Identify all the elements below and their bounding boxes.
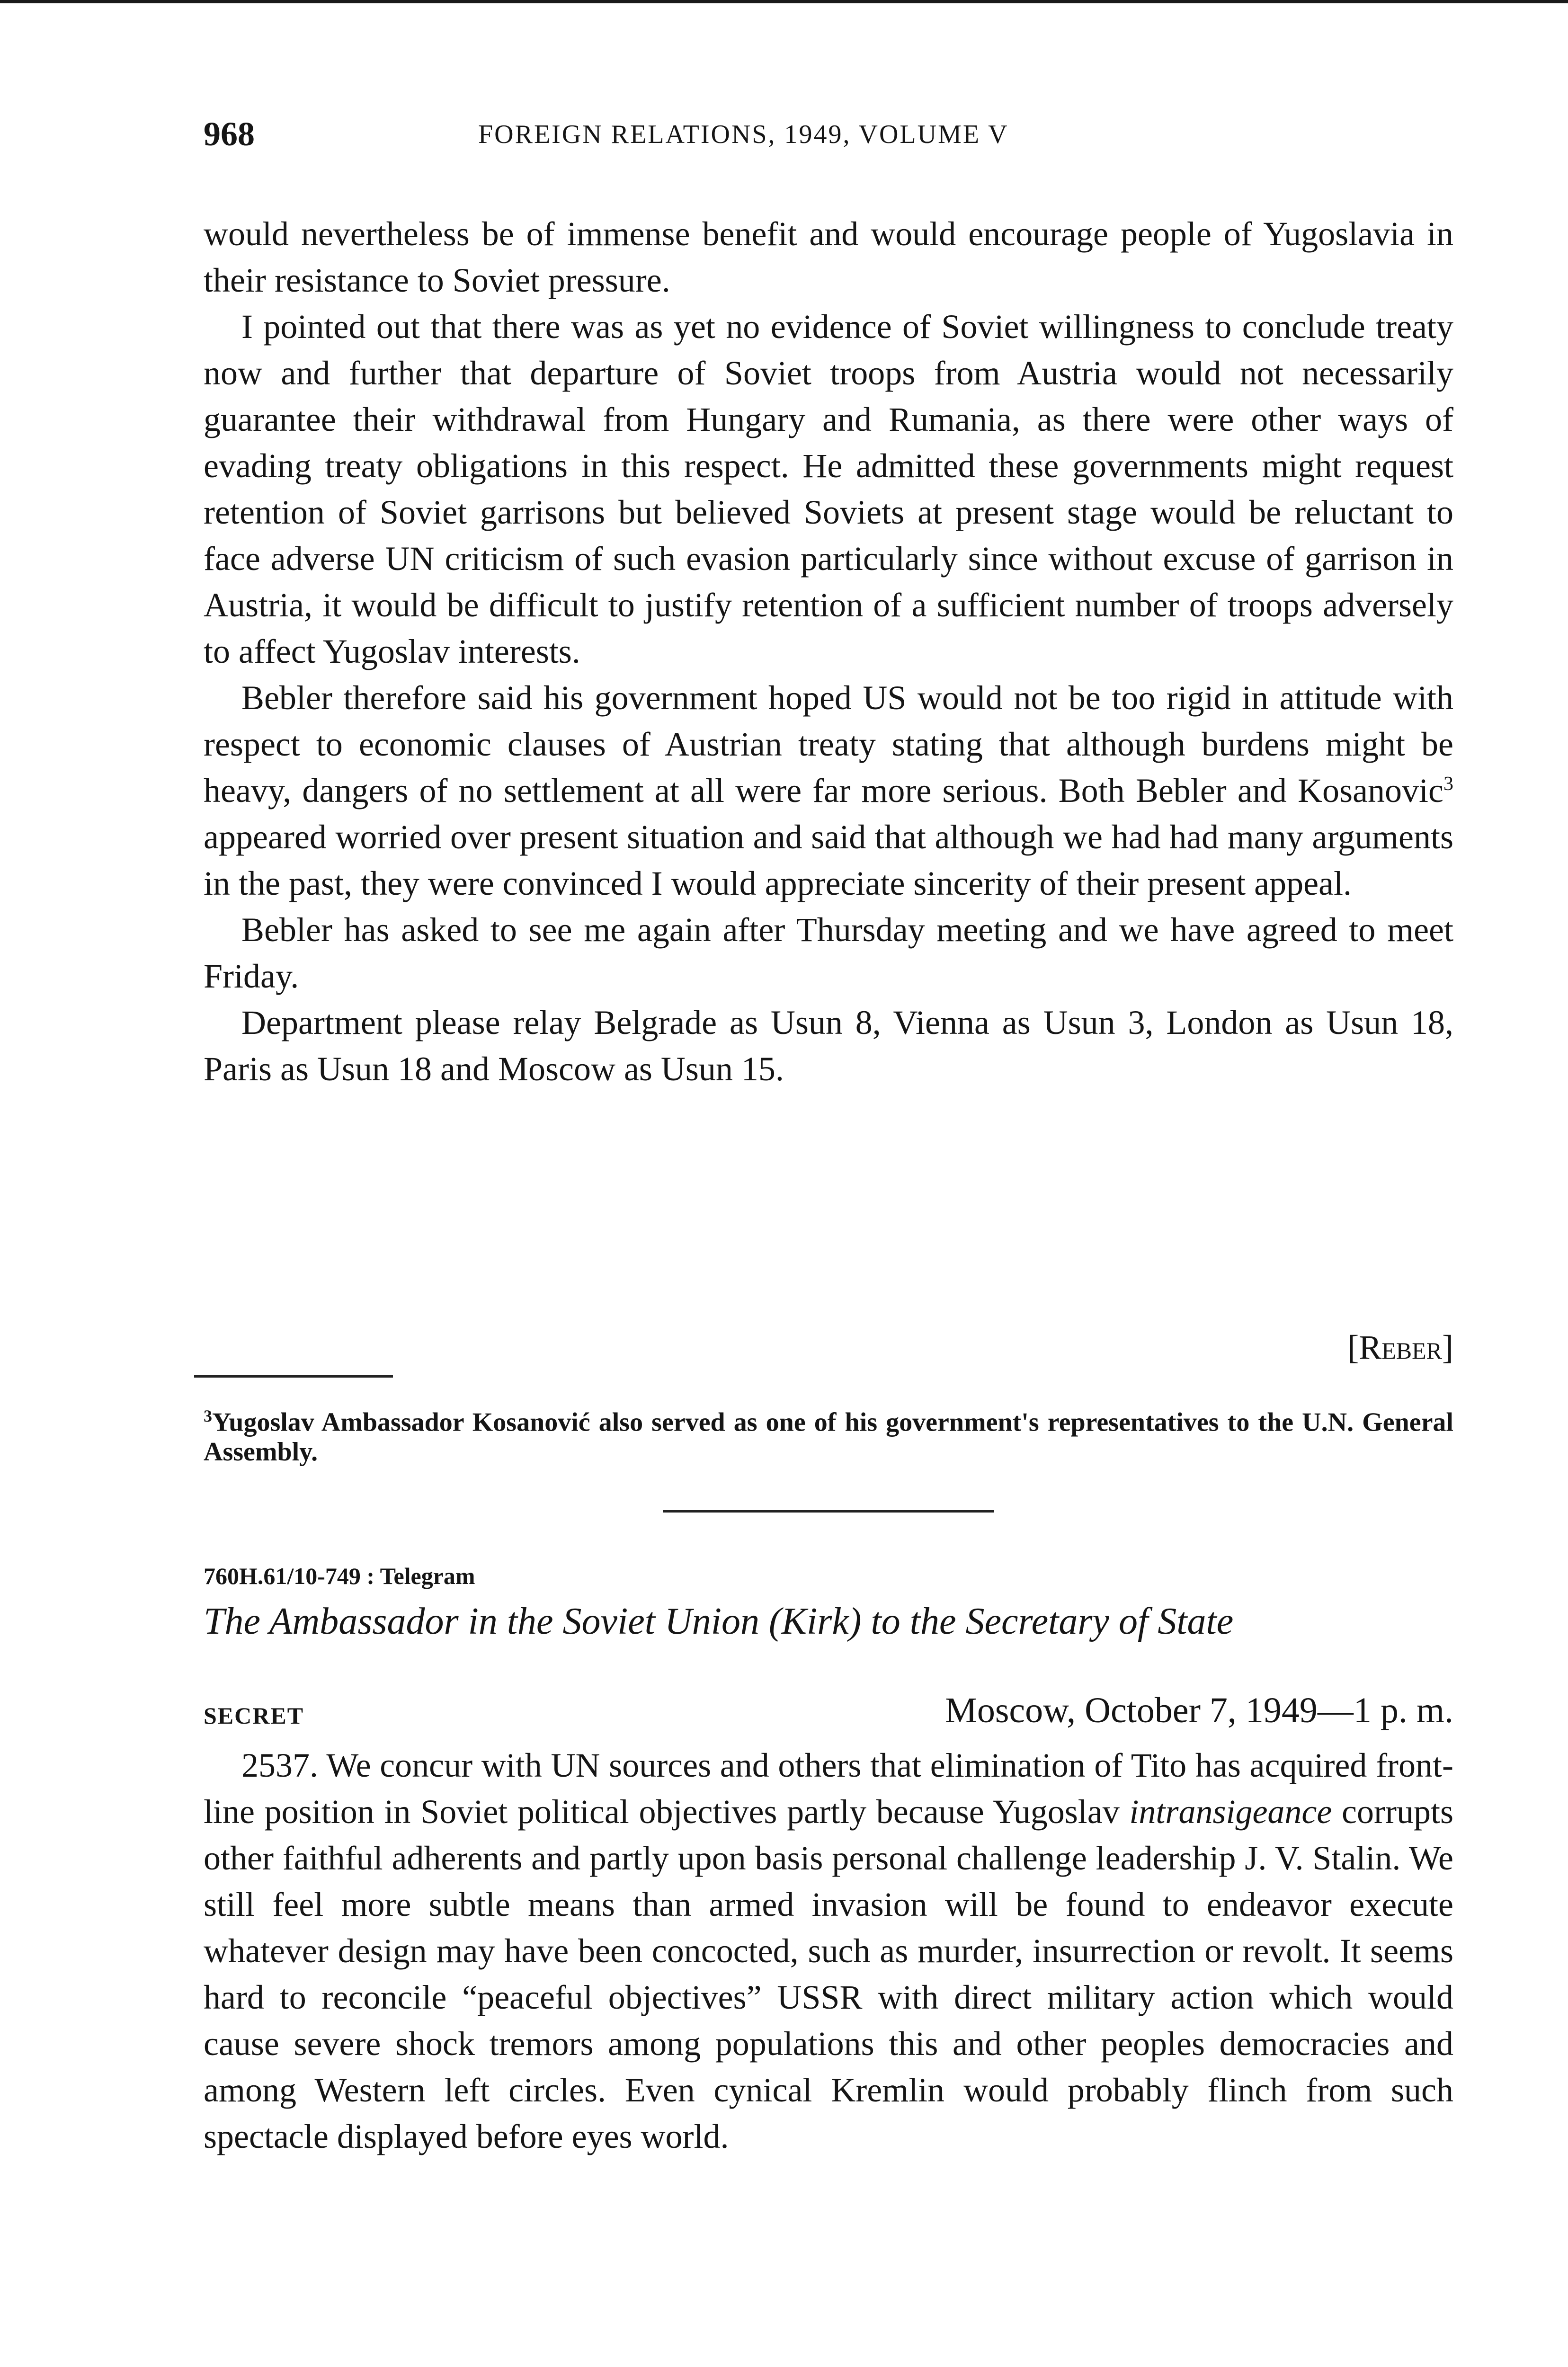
paragraph-text: corrupts other faithful adherents and partly upon basis personal challenge leadership J. V. Stalin. We still feel more subtle means than armed invasion will be found to endeavor execute whatever design may have been concocted, such as murder, insurrection or revolt. It seems hard to reconcile “peaceful objectives” USSR with direct military action which would cause severe shock tremors among populations this and other peoples democracies and among Western left circles. Even cynical Kremlin would probably flinch from such spectacle displayed before eyes world.: [204, 1793, 1453, 2155]
paragraph-text: Bebler therefore said his government hoped US would not be too rigid in attitude with respect to economic clauses of Austrian treaty stating that although burdens might be heavy, dangers of no settlement at all were far more serious. Both Bebler and Kosanovic: [204, 679, 1453, 810]
letter-body: [204, 211, 1453, 1092]
paragraph: [204, 675, 1453, 907]
paragraph-text: appeared worried over present situation and said that although we had had many arguments in the past, they were convinced I would appreciate sincerity of their present appeal.: [204, 818, 1453, 902]
footnote-reference[interactable]: 3: [1443, 773, 1453, 795]
footnote-text: Yugoslav Ambassador Kosanović also served as one of his government's representatives to the U.N. General Assembly.: [204, 1407, 1453, 1467]
signature: [Reber]: [1347, 1328, 1453, 1366]
paragraph-text: 2537. We concur with UN sources and others that elimination of Tito has acquired front-line position in Soviet political objectives partly because Yugoslav: [204, 1746, 1453, 1831]
running-head: [204, 115, 1453, 167]
footnote-mark: 3: [204, 1406, 212, 1425]
paragraph: would nevertheless be of immense benefit and would encourage people of Yugoslavia in their resistance to Soviet pressure.: [204, 215, 1453, 299]
telegram-body: [204, 1742, 1453, 2160]
dateline: Moscow, October 7, 1949—1 p. m.: [945, 1691, 1453, 1730]
paragraph: Bebler has asked to see me again after Thursday meeting and we have agreed to meet Friday.: [204, 911, 1453, 995]
paragraph: Department please relay Belgrade as Usun 8, Vienna as Usun 3, London as Usun 18, Paris as Usun 18 and Moscow as Usun 15.: [204, 1004, 1453, 1088]
file-reference: 760H.61/10-749 : Telegram: [204, 1563, 475, 1589]
running-title: FOREIGN RELATIONS, 1949, VOLUME V: [478, 120, 1009, 149]
page-number: 968: [204, 115, 255, 153]
paragraph: [204, 1742, 1453, 2160]
classification-label: SECRET: [204, 1702, 304, 1729]
italic-term: intransigeance: [1129, 1793, 1332, 1831]
section-divider: [663, 1510, 994, 1513]
paragraph: I pointed out that there was as yet no evidence of Soviet willingness to conclude treaty now and further that departure of Soviet troops from Austria would not necessarily guarantee their withdrawal from Hungary and Rumania, as there were other ways of evading treaty obligations in this respect. He admitted these governments might request retention of Soviet garrisons but believed Soviets at present stage would be reluctant to face adverse UN criticism of such evasion particularly since without excuse of garrison in Austria, it would be difficult to justify retention of a sufficient number of troops adversely to affect Yugoslav interests.: [204, 308, 1453, 670]
footnote: [204, 1401, 1453, 1467]
document-title: The Ambassador in the Soviet Union (Kirk) to the Secretary of State: [204, 1601, 1234, 1642]
footnote-divider: [194, 1375, 393, 1378]
